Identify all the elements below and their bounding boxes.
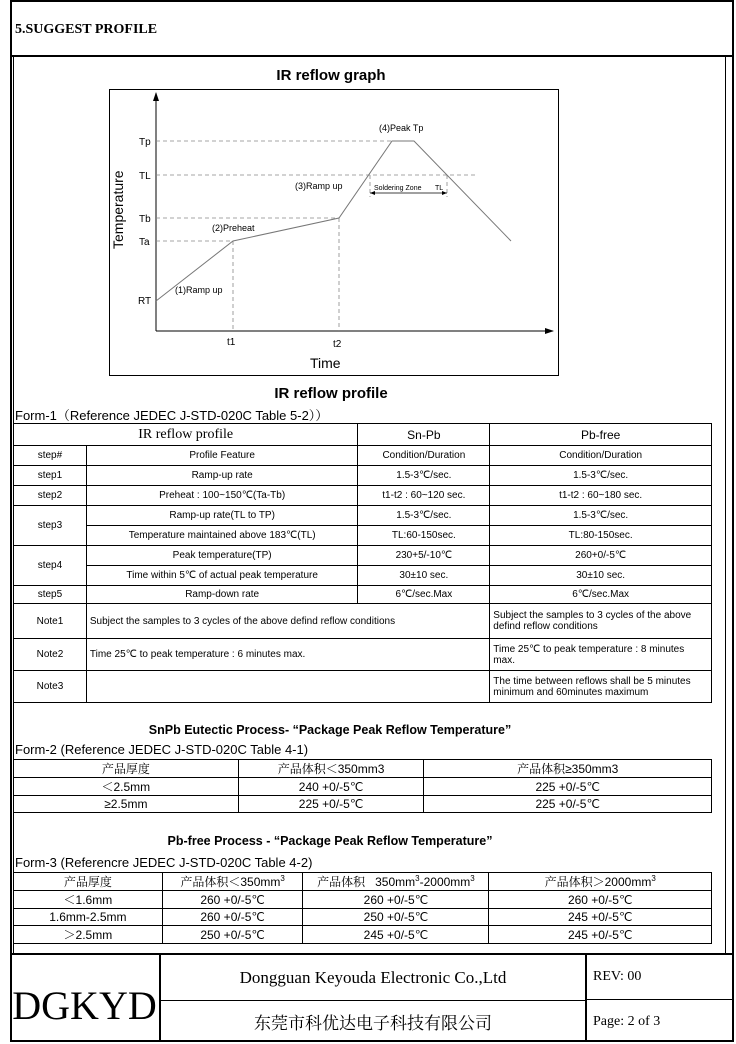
profile-title: IR reflow profile: [274, 385, 388, 402]
cell: Time 25℃ to peak temperature : 8 minutes max.: [490, 639, 712, 671]
cell: Ramp-up rate: [86, 466, 358, 486]
company-name-cn: 东莞市科优达电子科技有限公司: [254, 1014, 492, 1033]
cell: Ramp-down rate: [86, 586, 358, 604]
cell: 1.5-3℃/sec.: [358, 466, 490, 486]
form3-title: Pb-free Process - “Package Peak Reflow Temperature”: [167, 834, 493, 848]
annot-peak: (4)Peak Tp: [379, 123, 424, 133]
table-row: [14, 526, 712, 546]
table-row: [14, 926, 712, 944]
cell-text: 产品体积＜350mm: [180, 875, 281, 889]
cell: 230+5/-10℃: [358, 546, 490, 566]
cell: Note2: [14, 639, 87, 671]
revision: REV: 00: [587, 955, 732, 1000]
cell: Temperature maintained above 183℃(TL): [86, 526, 358, 546]
table-row: [14, 891, 712, 909]
cell: 6℃/sec.Max: [490, 586, 712, 604]
cell: [162, 873, 303, 891]
x-axis-label: Time: [310, 355, 341, 371]
page-number: Page: 2 of 3: [593, 1013, 661, 1029]
cell: step1: [14, 466, 87, 486]
cell: 30±10 sec.: [358, 566, 490, 586]
table-row: [14, 424, 712, 446]
cell: step5: [14, 586, 87, 604]
cell: step#: [14, 446, 87, 466]
cell-text: -2000mm: [419, 875, 471, 889]
table-row: [14, 909, 712, 926]
cell-text: 产品体积 350mm: [317, 875, 416, 889]
cell: 6℃/sec.Max: [358, 586, 490, 604]
annot-ramp-up-1: (1)Ramp up: [175, 285, 223, 295]
form3-table: [13, 872, 712, 944]
footer: [10, 953, 734, 1042]
table-row: [14, 873, 712, 891]
cell: Subject the samples to 3 cycles of the above defind reflow conditions: [86, 604, 489, 639]
x-tick-t2: t2: [333, 339, 342, 350]
cell: 225 +0/-5℃: [238, 796, 424, 813]
cell: Time within 5℃ of actual peak temperature: [86, 566, 358, 586]
inner-border-right: [725, 57, 726, 953]
cell: The time between reflows shall be 5 minutes minimum and 60minutes maximum: [490, 671, 712, 703]
company-name-en: Dongguan Keyouda Electronic Co.,Ltd: [161, 955, 585, 1001]
header-ir-profile: IR reflow profile: [14, 424, 358, 446]
table-row: [14, 760, 712, 778]
superscript: 3: [415, 874, 420, 883]
cell: 1.6mm-2.5mm: [14, 909, 163, 926]
table-row: [14, 604, 712, 639]
cell: Note3: [14, 671, 87, 703]
cell: 260 +0/-5℃: [303, 891, 489, 909]
form1-table: [13, 423, 712, 703]
cell: Profile Feature: [86, 446, 358, 466]
y-tick-tp: Tp: [139, 137, 151, 148]
cell: 260 +0/-5℃: [162, 909, 303, 926]
cell: 250 +0/-5℃: [162, 926, 303, 944]
graph-title: IR reflow graph: [276, 67, 386, 84]
reflow-graph: [109, 89, 559, 377]
cell: ＞2.5mm: [14, 926, 163, 944]
cell: t1-t2 : 60~120 sec.: [358, 486, 490, 506]
y-tick-tb: Tb: [139, 214, 151, 225]
annot-preheat: (2)Preheat: [212, 223, 255, 233]
superscript: 3: [651, 874, 656, 883]
cell: 1.5-3℃/sec.: [490, 506, 712, 526]
annot-tl: TL: [435, 185, 444, 192]
reflow-curve: [156, 141, 511, 301]
x-tick-t1: t1: [227, 337, 236, 348]
cell: step4: [14, 546, 87, 586]
y-axis-label: Temperature: [110, 170, 126, 249]
cell: Condition/Duration: [358, 446, 490, 466]
table-row: [14, 546, 712, 566]
cell: TL:80-150sec.: [490, 526, 712, 546]
table-row: [14, 796, 712, 813]
cell: TL:60-150sec.: [358, 526, 490, 546]
cell: Peak temperature(TP): [86, 546, 358, 566]
x-axis-arrow: [545, 328, 554, 334]
cell: [489, 873, 712, 891]
table-row: [14, 671, 712, 703]
cell: 250 +0/-5℃: [303, 909, 489, 926]
header-snpb: Sn-Pb: [358, 424, 490, 446]
cell: t1-t2 : 60~180 sec.: [490, 486, 712, 506]
annot-ramp-up-3: (3)Ramp up: [295, 181, 343, 191]
table-row: [14, 586, 712, 604]
cell: Subject the samples to 3 cycles of the above defind reflow conditions: [490, 604, 712, 639]
table-row: [14, 446, 712, 466]
table-row: [14, 486, 712, 506]
superscript: 3: [470, 874, 475, 883]
cell: 260 +0/-5℃: [162, 891, 303, 909]
form2-title: SnPb Eutectic Process- “Package Peak Reflow Temperature”: [148, 723, 512, 737]
cell: 225 +0/-5℃: [424, 778, 712, 796]
form2-table: [13, 759, 712, 813]
cell-text: 产品体积＞2000mm: [544, 875, 652, 889]
form3-label: Form-3 (Referencre JEDEC J-STD-020C Table 4-2): [15, 855, 313, 870]
cell: Condition/Duration: [490, 446, 712, 466]
table-row: [14, 778, 712, 796]
y-tick-tl: TL: [139, 171, 151, 182]
graph-border: [110, 90, 559, 376]
company-logo: DGKYD: [10, 955, 161, 1042]
cell: 产品厚度: [14, 760, 239, 778]
cell: 225 +0/-5℃: [424, 796, 712, 813]
cell: 245 +0/-5℃: [489, 909, 712, 926]
table-row: [14, 466, 712, 486]
form2-label: Form-2 (Reference JEDEC J-STD-020C Table 4-1): [15, 742, 309, 757]
cell: ≥2.5mm: [14, 796, 239, 813]
y-tick-ta: Ta: [139, 237, 150, 248]
cell: 产品体积≥350mm3: [424, 760, 712, 778]
cell: 1.5-3℃/sec.: [490, 466, 712, 486]
cell: Time 25℃ to peak temperature : 6 minutes max.: [86, 639, 489, 671]
y-axis-arrow: [153, 92, 159, 101]
cell: 产品体积＜350mm3: [238, 760, 424, 778]
cell: 30±10 sec.: [490, 566, 712, 586]
section-header: [10, 0, 734, 57]
cell: ＜1.6mm: [14, 891, 163, 909]
cell: 260 +0/-5℃: [489, 891, 712, 909]
cell: 245 +0/-5℃: [303, 926, 489, 944]
y-tick-rt: RT: [138, 296, 152, 307]
form1-label: Form-1（Reference JEDEC J-STD-020C Table 5-2））: [15, 408, 329, 423]
cell: [303, 873, 489, 891]
footer-company: [161, 955, 587, 1042]
cell: 产品厚度: [14, 873, 163, 891]
table-row: [14, 506, 712, 526]
cell: ＜2.5mm: [14, 778, 239, 796]
cell: [86, 671, 489, 703]
table-row: [14, 639, 712, 671]
cell: Ramp-up rate(TL to TP): [86, 506, 358, 526]
superscript: 3: [280, 874, 285, 883]
footer-meta: [587, 955, 732, 1042]
cell: 1.5-3℃/sec.: [358, 506, 490, 526]
cell: Note1: [14, 604, 87, 639]
cell: 260+0/-5℃: [490, 546, 712, 566]
table-row: [14, 566, 712, 586]
header-pbfree: Pb-free: [490, 424, 712, 446]
section-title: 5.SUGGEST PROFILE: [15, 22, 158, 37]
cell: Preheat : 100~150℃(Ta-Tb): [86, 486, 358, 506]
cell: step3: [14, 506, 87, 546]
cell: 240 +0/-5℃: [238, 778, 424, 796]
cell: 245 +0/-5℃: [489, 926, 712, 944]
cell: step2: [14, 486, 87, 506]
annot-soldering-zone: Soldering Zone: [374, 185, 422, 192]
